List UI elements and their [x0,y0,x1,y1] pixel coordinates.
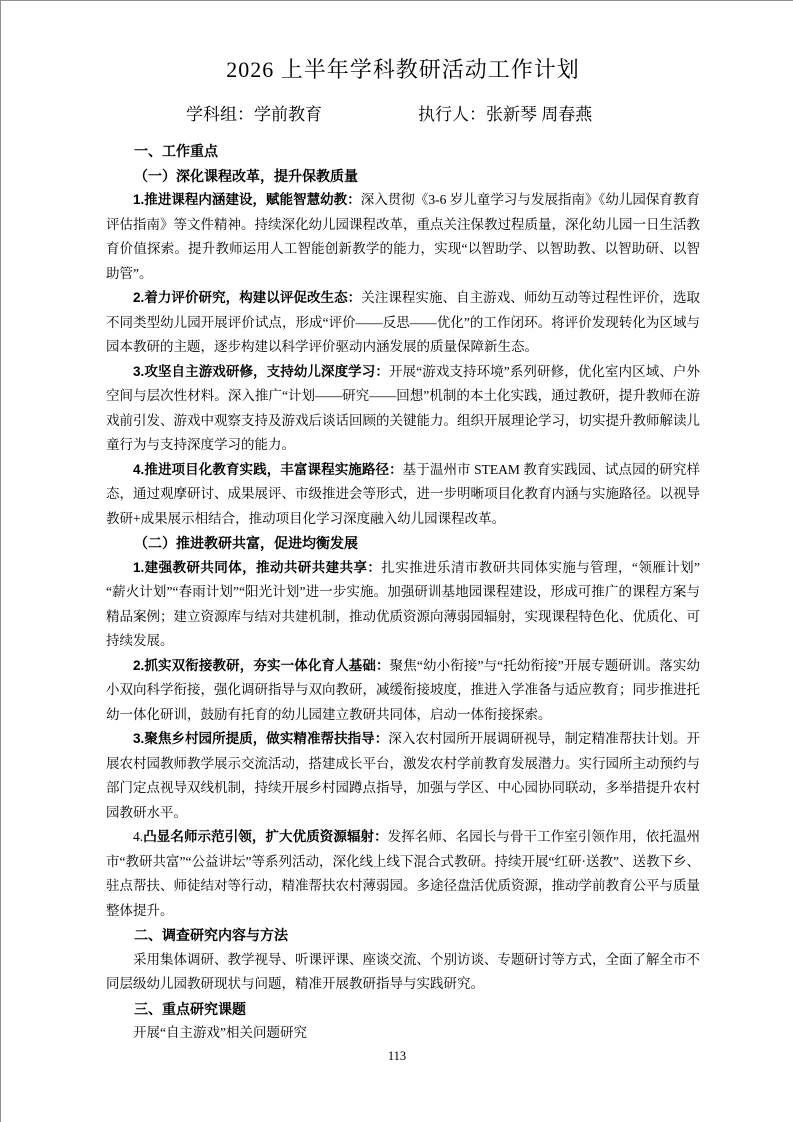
paragraph-body: 聚焦“幼小衔接”与“托幼衔接”开展专题研训。落实幼小双向科学衔接，强化调研指导与双向教研，减缓衔接坡度，推进入学准备与适应教育；同步推进托幼一体化研训，鼓励有托育的幼儿园建立教研共同体，启动一体衔接探索。 [106,657,700,722]
meta-group-value: 学前教育 [254,105,322,124]
section-heading-2: 二、调查研究内容与方法 [134,927,288,943]
paragraph-lead: 1.建强教研共同体，推动共研共建共享： [133,559,382,575]
paragraph-1-2-3 [106,727,700,825]
paragraph-lead: 2.着力评价研究，构建以评促改生态： [133,290,362,305]
meta-executor-label: 执行人： [418,105,486,124]
paragraph-body: 扎实推进乐清市教研共同体实施与管理，“领雁计划”“薪火计划”“春雨计划”“阳光计划”进一步实施。加强研训基地园课程建设，形成可推广的课程方案与精品案例；建立资源库与结对共建机制，推动优质资源向薄弱园辐射，实现课程特色化、优质化、可持续发展。 [106,559,701,648]
meta-group [186,101,322,128]
document-content [1,1,793,1046]
meta-group-label: 学科组： [186,105,254,124]
subsection-heading-1-2: （二）推进教研共富，促进均衡发展 [134,535,358,551]
document-body [106,139,700,1046]
paragraph-1-1-3 [106,360,700,458]
paragraph-3-1: 开展“自主游戏”相关问题研究 [133,1025,307,1040]
paragraph-lead: 2.抓实双衔接教研，夯实一体化育人基础： [133,657,390,673]
paragraph-1-2-4 [106,825,700,923]
page-number: 113 [387,1049,407,1063]
paragraph-body: 基于温州市 STEAM 教育实践园、试点园的研究样态，通过观摩研讨、成果展评、市级推进会等形式，进一步明晰项目化教育内涵与实施路径。以视导教研+成果展示相结合，推动项目化学习深度融入幼儿园课程改革。 [106,461,700,526]
section-heading-1: 一、工作重点 [134,143,218,159]
paragraph-body: 深入农村园所开展调研视导，制定精准帮扶计划。开展农村园教师教学展示交流活动，搭建成长平台，激发农村学前教育发展潜力。实行园所主动预约与部门定点视导双线机制，持续开展乡村园蹲点指导，加强与学区、中心园协同联动，多举措提升农村园教研水平。 [106,731,700,820]
paragraph-body: 关注课程实施、自主游戏、师幼互动等过程性评价，选取不同类型幼儿园开展评价试点，形成“评价——反思——优化”的工作闭环。将评价发现转化为区域与园本教研的主题，逐步构建以科学评价驱动内涵发展的质量保障新生态。 [106,290,700,354]
paragraph-lead: 3.攻坚自主游戏研修，支持幼儿深度学习： [133,363,389,379]
paragraph-2-1: 采用集体调研、教学视导、听课评课、座谈交流、个别访谈、专题研讨等方式，全面了解全市不同层级幼儿园教研现状与问题，精准开展教研指导与实践研究。 [106,951,700,991]
meta-executor-value: 张新琴 周春燕 [486,105,593,124]
document-meta-line [106,101,700,128]
paragraph-number: 4. [133,829,144,844]
paragraph-lead: 4.推进项目化教育实践，丰富课程实施路径： [133,461,403,477]
paragraph-lead: 3.聚焦乡村园所提质，做实精准帮扶指导： [133,731,389,746]
paragraph-lead: 凸显名师示范引领，扩大优质资源辐射： [143,829,388,844]
paragraph-body: 深入贯彻《3-6 岁儿童学习与发展指南》《幼儿园保育教育评估指南》等文件精神。持续深化幼儿园课程改革，重点关注保教过程质量，深化幼儿园一日生活教育价值探索。提升教师运用人工智能创新教学的能力，实现“以智助学、以智助教、以智助研、以智助管”。 [106,192,700,281]
paragraph-body: 开展“游戏支持环境”系列研修，优化室内区域、户外空间与层次性材料。深入推广“计划——研究——回想”机制的本土化实践，通过教研，提升教师在游戏前引发、游戏中观察支持及游戏后谈话回顾的关键能力。组织开展理论学习，切实提升教师解读儿童行为与支持深度学习的能力。 [106,363,701,452]
paragraph-1-2-1 [106,556,700,654]
page-title: 2026 上半年学科教研活动工作计划 [226,57,580,82]
paragraph-1-1-4 [106,458,700,532]
paragraph-lead: 1.推进课程内涵建设，赋能智慧幼教： [133,192,361,207]
paragraph-1-1-1 [106,188,700,286]
subsection-heading-1-1: （一）深化课程改革，提升保教质量 [134,167,358,184]
paragraph-body: 发挥名师、名园长与骨干工作室引领作用，依托温州市“教研共富”“公益讲坛”等系列活动，深化线上线下混合式教研。持续开展“红研·送教”、送教下乡、驻点帮扶、师徒结对等行动，精准帮扶农村薄弱园。多途径盘活优质资源，推动学前教育公平与质量整体提升。 [106,829,701,918]
meta-executor [418,101,592,128]
paragraph-1-2-2 [106,654,700,728]
section-heading-3: 三、重点研究课题 [134,1000,246,1017]
paragraph-1-1-2 [106,286,700,360]
